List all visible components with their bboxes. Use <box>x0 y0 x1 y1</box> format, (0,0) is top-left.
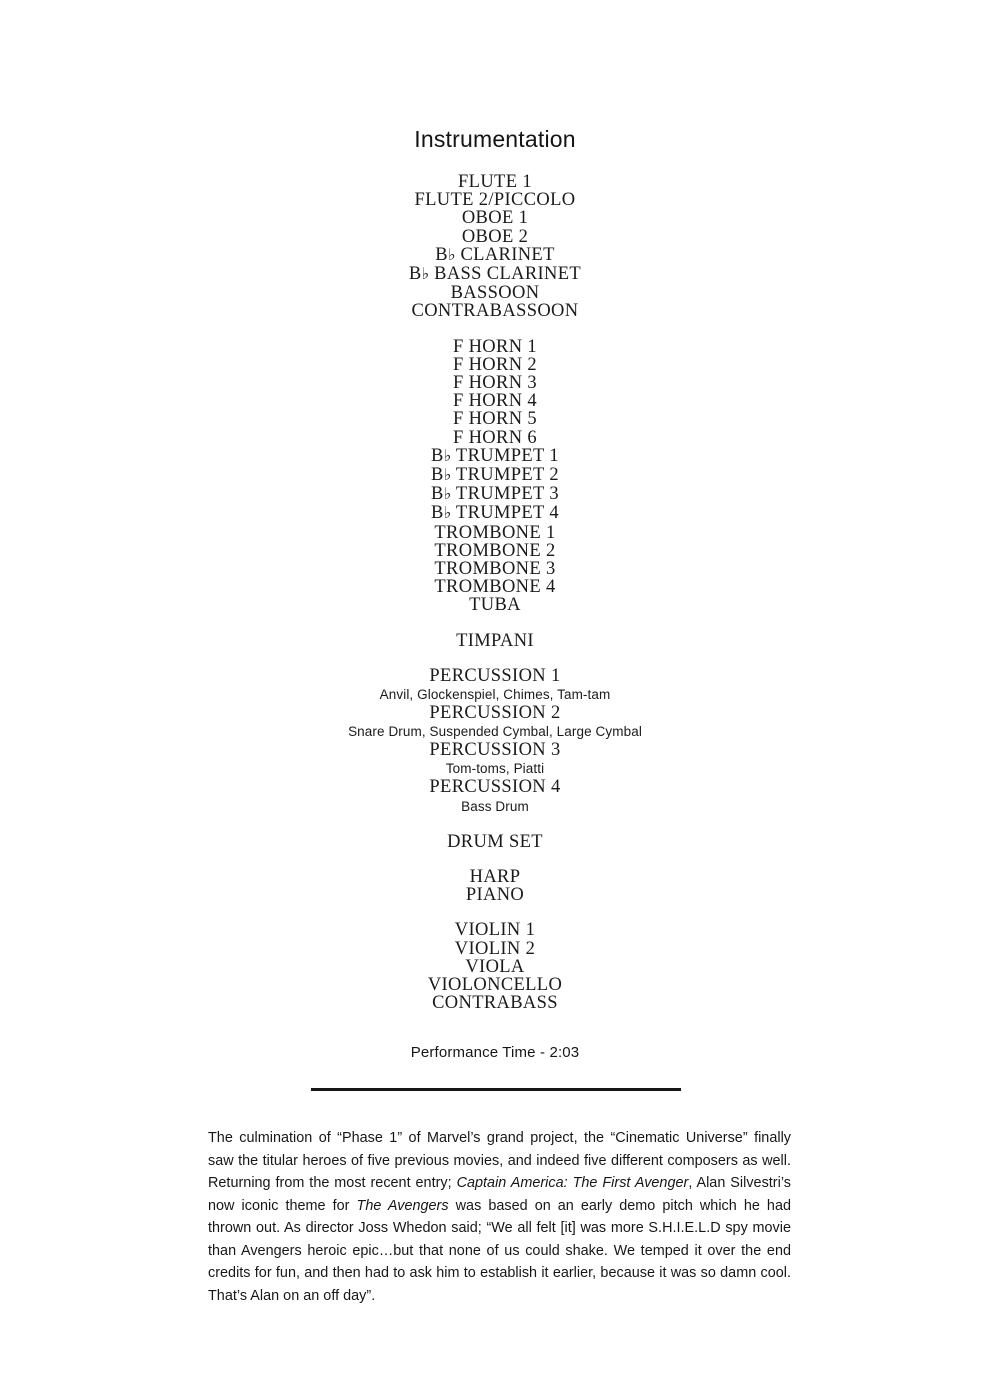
instrument-line: BASSOON <box>450 283 540 304</box>
instrument-line: F HORN 4 <box>452 391 537 412</box>
instrument-group-woodwinds <box>0 173 990 321</box>
page-title: Instrumentation <box>414 126 576 152</box>
instrument-line: PERCUSSION 2 <box>429 703 561 724</box>
notes-text-run: The culmination of “Phase 1” of Marvel’s grand project, the “Cinematic Universe” finally saw the titular heroes of five previous movies, and indeed five different composers as well. Returning from the most recent entry; <box>208 1130 791 1191</box>
instrument-line: F HORN 3 <box>452 373 537 394</box>
instrument-line: OBOE 2 <box>461 226 529 247</box>
flat-sign-icon: ♭ <box>443 486 452 504</box>
instrument-line: HARP <box>469 866 521 887</box>
instrument-line: CONTRABASS <box>432 993 558 1014</box>
instrument-line: PERCUSSION 4 <box>429 777 561 798</box>
instrument-line: PERCUSSION 3 <box>429 740 561 761</box>
flat-sign-icon: ♭ <box>443 467 452 485</box>
instrument-line: B♭ TRUMPET 1 <box>431 445 559 466</box>
instrument-detail-line: Anvil, Glockenspiel, Chimes, Tam-tam <box>379 687 611 703</box>
notes-text-run: was based on an early demo pitch which he had thrown out. As director Joss Whedon said; “We all felt [it] was more S.H.I.E.L.D spy movie than Avengers heroic epic…but that none of us could shake. We temped it over the end credits for fun, and then had to ask him to establish it earlier, because it was so damn cool. That’s Alan on an off day”. <box>208 1197 791 1304</box>
instrument-line: FLUTE 2/PICCOLO <box>414 190 576 211</box>
instrument-group-percussion <box>0 667 990 816</box>
instrument-detail-line: Snare Drum, Suspended Cymbal, Large Cymbal <box>348 724 642 740</box>
instrumentation-list <box>0 173 990 1012</box>
performance-time: Performance Time - 2:03 <box>410 1044 580 1061</box>
instrument-detail-line: Tom-toms, Piatti <box>445 761 545 777</box>
instrument-line: VIOLA <box>465 956 525 977</box>
instrument-line: TROMBONE 4 <box>434 577 556 598</box>
instrument-line: VIOLIN 1 <box>454 920 536 941</box>
flat-sign-icon: ♭ <box>443 447 452 465</box>
flat-sign-icon: ♭ <box>447 246 456 264</box>
flat-sign-icon: ♭ <box>421 266 430 284</box>
program-notes-paragraph <box>208 1127 791 1307</box>
instrument-line: CONTRABASSOON <box>411 301 579 322</box>
instrument-line: OBOE 1 <box>461 208 529 229</box>
instrument-line: TROMBONE 1 <box>434 522 556 543</box>
instrument-group-strings <box>0 921 990 1012</box>
section-divider-rule <box>311 1088 681 1091</box>
instrument-line: PIANO <box>465 885 525 906</box>
instrument-line: TROMBONE 3 <box>434 559 556 580</box>
instrument-line: VIOLONCELLO <box>427 974 563 995</box>
instrument-line: F HORN 6 <box>452 427 537 448</box>
instrument-group-brass <box>0 338 990 615</box>
instrument-line: B♭ BASS CLARINET <box>408 264 582 285</box>
notes-title-italic: Captain America: The First Avenger <box>456 1175 689 1191</box>
instrument-line: TROMBONE 2 <box>434 540 556 561</box>
instrument-line: DRUM SET <box>447 831 543 852</box>
instrument-group-keyboards-harp <box>0 868 990 904</box>
instrument-detail-line: Bass Drum <box>461 798 529 814</box>
instrument-line: F HORN 1 <box>452 336 537 357</box>
instrument-line: B♭ TRUMPET 3 <box>431 484 559 505</box>
flat-sign-icon: ♭ <box>443 505 452 523</box>
instrument-group-timpani <box>0 632 990 650</box>
instrument-line: FLUTE 1 <box>458 172 532 192</box>
instrument-line: B♭ TRUMPET 2 <box>431 465 559 486</box>
instrument-line: TIMPANI <box>456 630 534 651</box>
instrument-line: B♭ CLARINET <box>435 244 555 265</box>
instrument-line: VIOLIN 2 <box>454 938 536 959</box>
instrument-line: F HORN 2 <box>452 354 537 375</box>
instrument-group-drum-set <box>0 833 990 851</box>
instrument-line: B♭ TRUMPET 4 <box>431 503 559 524</box>
instrument-line: PERCUSSION 1 <box>429 665 561 686</box>
notes-text-run: , Alan Silvestri’s now iconic theme for <box>208 1175 792 1214</box>
notes-title-italic: The Avengers <box>356 1197 449 1214</box>
instrument-line: F HORN 5 <box>452 409 537 430</box>
instrument-line: TUBA <box>469 595 521 616</box>
